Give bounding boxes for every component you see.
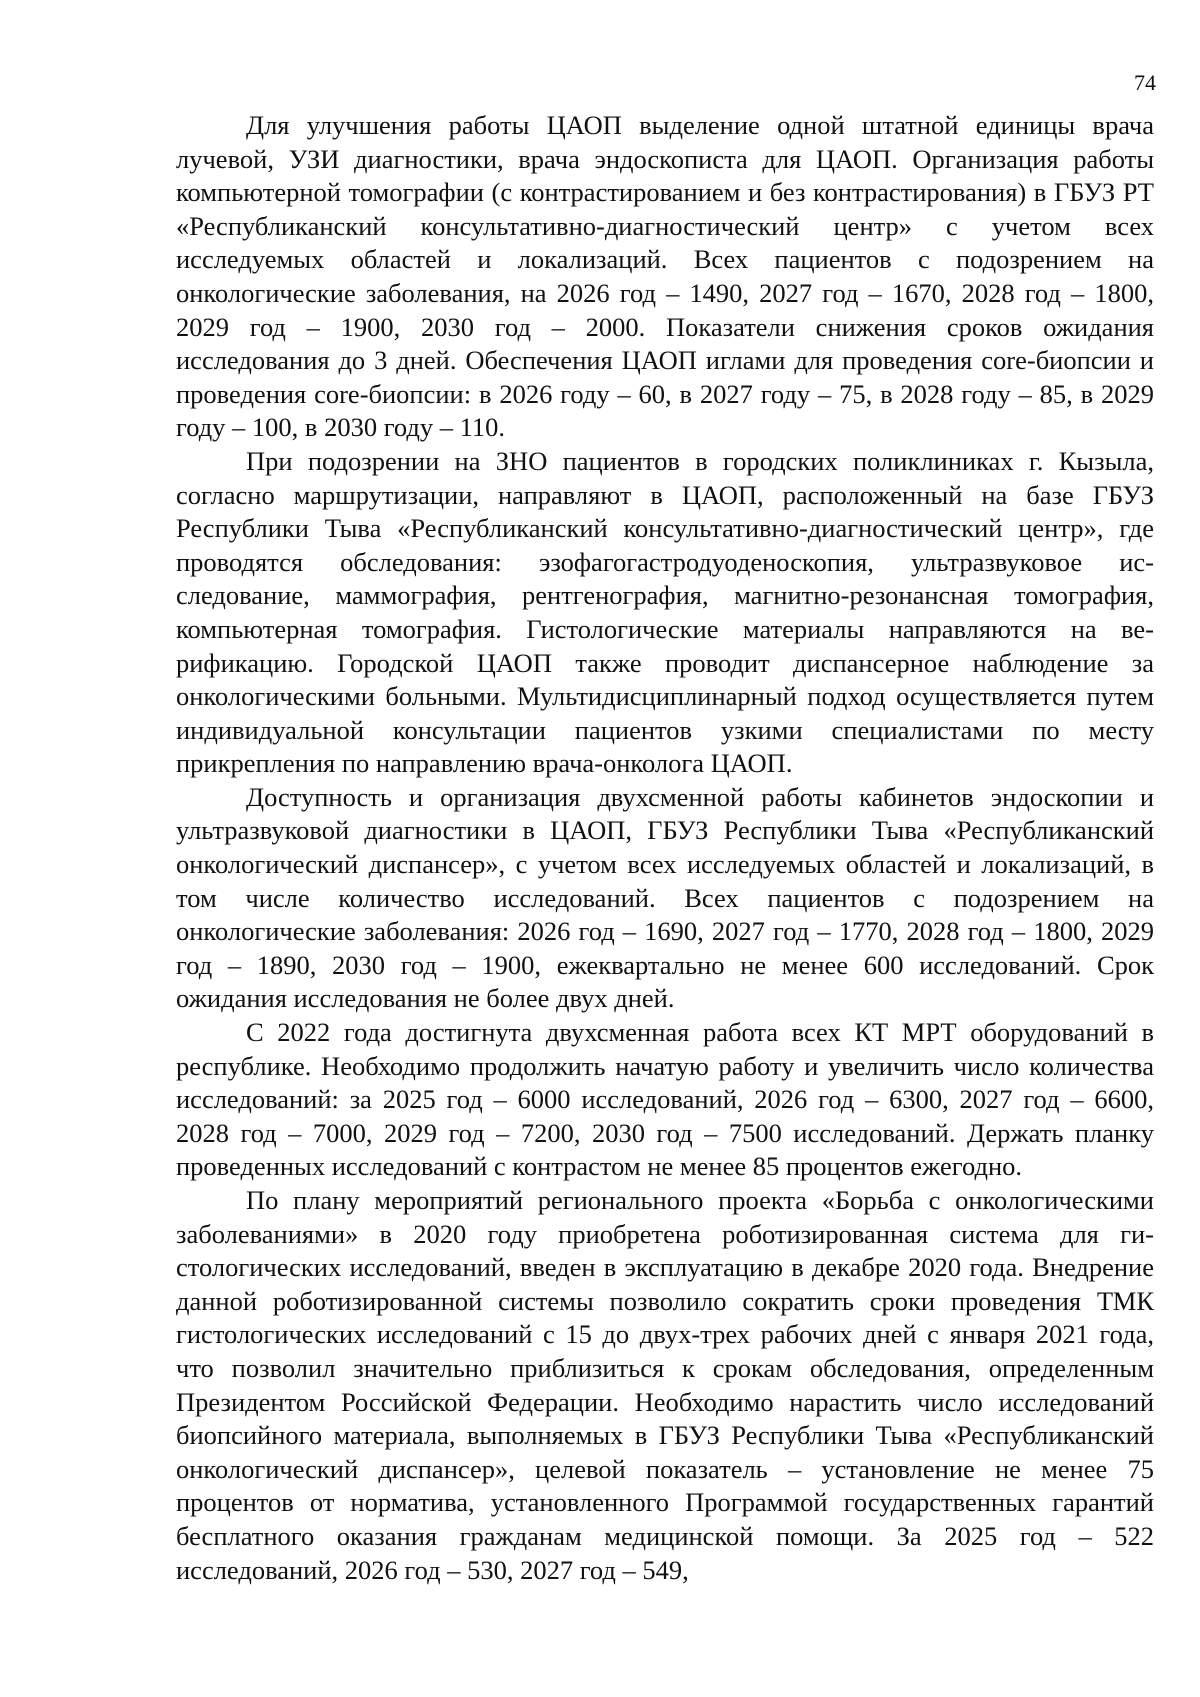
paragraph-robotic-histology-system: По плану мероприятий регионального проекта «Борьба с онкологическими заболеваниями» в 2020 году приобретена роботизированная система для гистологических исследований, введен в эксплуатацию в декабре 2020 года. Внедрение данной роботизированной системы позволило сократить сроки проведения ТМК гистологических исследований с 15 до двух-трех рабочих дней с января 2021 года, что позволил значительно приблизиться к срокам обследования, определенным Президентом Российской Федерации. Необходимо нарастить число исследований биопсийного материала, выполняемых в ГБУЗ Республики Тыва «Республиканский онкологический диспансер», целевой показатель – установление не менее 75 процентов от норматива, установленного Программой государственных гарантий бесплатного оказания гражданам медицинской помощи. За 2025 год – 522 исследований, 2026 год – 530, 2027 год – 549, <box>176 1185 1154 1585</box>
paragraph-two-shift-diagnostics: Доступность и организация двухсменной работы кабинетов эндоскопии и ультразвуковой диагностики в ЦАОП, ГБУЗ Республики Тыва «Республиканский онкологический диспансер», с учетом всех исследуемых областей и локализаций, в том числе количество исследований. Всех пациентов с подозрением на онкологические заболевания: 2026 год – 1690, 2027 год – 1770, 2028 год – 1800, 2029 год – 1890, 2030 год – 1900, ежеквартально не менее 600 исследований. Срок ожидания исследования не более двух дней. <box>176 781 1154 1014</box>
document-body <box>176 109 1154 1587</box>
paragraph-caop-staffing: Для улучшения работы ЦАОП выделение одной штатной единицы врача лучевой, УЗИ диагностики, врача эндоскописта для ЦАОП. Организация работы компьютерной томографии (с контрастированием и без контрастирования) в ГБУЗ РТ «Республиканский консультативно-диагностический центр» с учетом всех исследуемых областей и локализаций. Всех пациентов с подозрением на онкологические заболевания, на 2026 год – 1490, 2027 год – 1670, 2028 год – 1800, 2029 год – 1900, 2030 год – 2000. Показатели снижения сроков ожидания исследования до 3 дней. Обеспечения ЦАОП иглами для проведения core-биопсии и проведения core-биопсии: в 2026 году – 60, в 2027 году – 75, в 2028 году – 85, в 2029 году – 100, в 2030 году – 110. <box>176 110 1154 443</box>
paragraph-ct-mri-work: С 2022 года достигнута двухсменная работа всех КТ МРТ оборудований в республике. Необходимо продолжить начатую работу и увеличить число количества исследований: за 2025 год – 6000 исследований, 2026 год – 6300, 2027 год – 6600, 2028 год – 7000, 2029 год – 7200, 2030 год – 7500 исследований. Держать планку проведенных исследований с контрастом не менее 85 процентов ежегодно. <box>176 1017 1154 1182</box>
page-number: 74 <box>1134 70 1156 95</box>
paragraph-kyzyl-routing: При подозрении на ЗНО пациентов в городских поликлиниках г. Кызыла, согласно маршрутизации, направляют в ЦАОП, расположенный на базе ГБУЗ Республики Тыва «Республиканский консультативно-диагностический центр», где проводятся обследования: эзофагогастродуоденоскопия, ультразвуковое исследование, маммография, рентгенография, магнитно-резонансная томография, компьютерная томография. Гистологические материалы направляются на верификацию. Городской ЦАОП также проводит диспансерное наблюдение за онкологическими больными. Мультидисциплинарный подход осуществляется путем индивидуальной консультации пациентов узкими специалистами по месту прикрепления по направлению врача-онколога ЦАОП. <box>176 445 1154 779</box>
